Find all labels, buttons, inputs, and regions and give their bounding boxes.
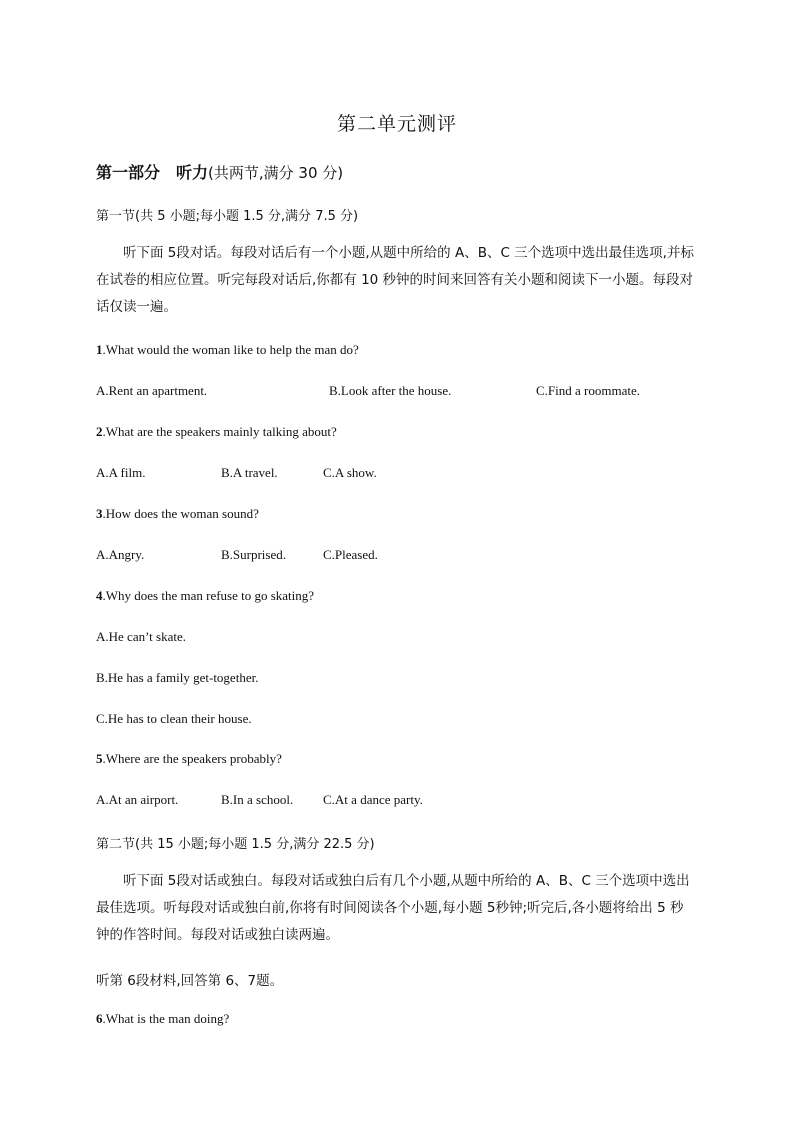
question-5 xyxy=(96,751,282,767)
question-text: .How does the woman sound? xyxy=(102,506,259,521)
question-number: 6 xyxy=(96,1011,103,1026)
option-b: B.In a school. xyxy=(221,792,294,807)
question-6 xyxy=(96,1011,229,1027)
option-b: B.He has a family get-together. xyxy=(96,670,259,685)
question-4 xyxy=(96,588,314,604)
question-1 xyxy=(96,342,359,358)
option-c: C.A show. xyxy=(323,465,377,480)
question-text: .What would the woman like to help the man do? xyxy=(102,342,359,357)
question-number: 2 xyxy=(96,424,103,439)
option-c: C.At a dance party. xyxy=(323,792,423,807)
option-a: A.He can’t skate. xyxy=(96,629,187,644)
question-number: 4 xyxy=(96,588,103,603)
question-text: .Where are the speakers probably? xyxy=(102,751,282,766)
section1-heading: 第一节(共 5 小题;每小题 1.5 分,满分 7.5 分) xyxy=(96,209,359,224)
section2-heading: 第二节(共 15 小题;每小题 1.5 分,满分 22.5 分) xyxy=(96,837,375,852)
option-a: A.At an airport. xyxy=(96,792,179,807)
question-2 xyxy=(96,424,337,440)
option-c: C.Pleased. xyxy=(323,547,378,562)
option-b: B.Surprised. xyxy=(221,547,286,562)
material-note: 听第 6段材料,回答第 6、7题。 xyxy=(96,973,284,989)
question-number: 5 xyxy=(96,751,103,766)
option-a: A.Angry. xyxy=(96,547,145,562)
question-text: .What is the man doing? xyxy=(102,1011,230,1026)
part-score: (共两节,满分 30 分) xyxy=(208,164,344,182)
question-text: .What are the speakers mainly talking about? xyxy=(102,424,337,439)
question-number: 1 xyxy=(96,342,103,357)
part-heading-label: 第一部分 听力 xyxy=(96,163,209,182)
question-number: 3 xyxy=(96,506,103,521)
option-c: C.Find a roommate. xyxy=(536,383,640,398)
section2-instructions: 听下面 5段对话或独白。每段对话或独白后有几个小题,从题中所给的 A、B、C 三个选项中选出最佳选项。听每段对话或独白前,你将有时间阅读各个小题,每小题 5秒钟;听完后,各小题将给出 5 秒钟的作答时间。每段对话或独白读两遍。 xyxy=(96,873,690,943)
question-3 xyxy=(96,506,259,522)
option-c: C.He has to clean their house. xyxy=(96,711,252,726)
option-b: B.A travel. xyxy=(221,465,278,480)
part-heading xyxy=(96,160,343,183)
option-b: B.Look after the house. xyxy=(329,383,452,398)
option-a: A.A film. xyxy=(96,465,146,480)
option-a: A.Rent an apartment. xyxy=(96,383,208,398)
question-text: .Why does the man refuse to go skating? xyxy=(102,588,315,603)
page-title: 第二单元测评 xyxy=(336,113,457,135)
section1-instructions: 听下面 5段对话。每段对话后有一个小题,从题中所给的 A、B、C 三个选项中选出最佳选项,并标在试卷的相应位置。听完每段对话后,你都有 10 秒钟的时间来回答有关小题和阅读下一小题。每段对话仅读一遍。 xyxy=(96,245,694,315)
